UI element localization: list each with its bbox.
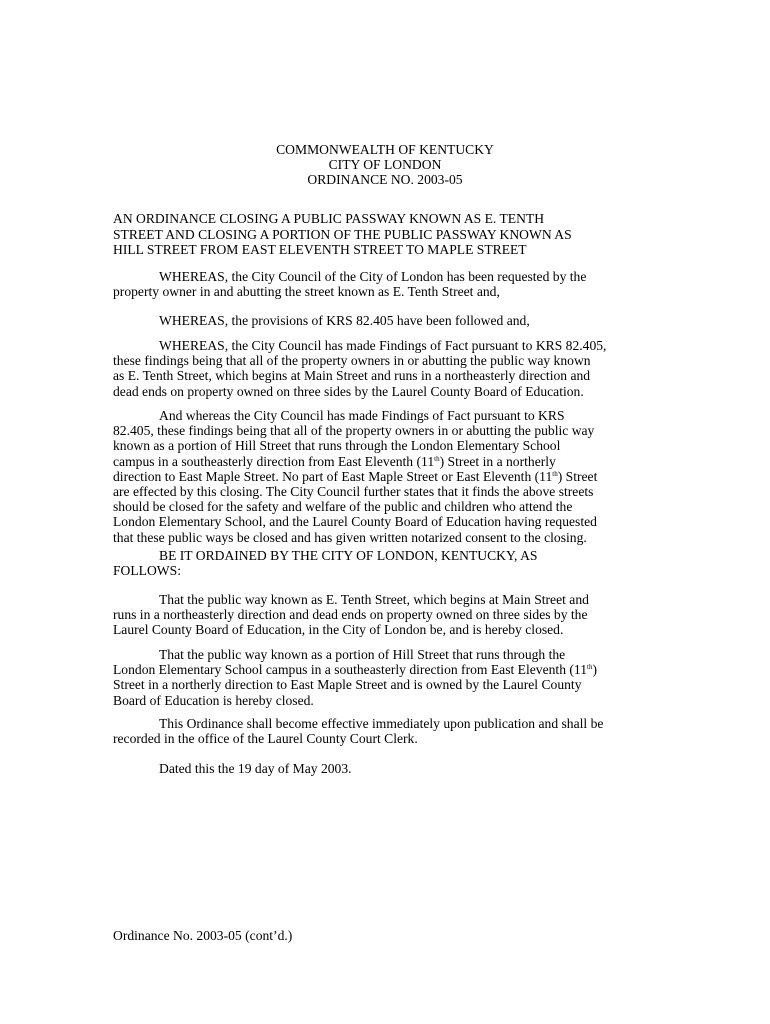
paragraph-line: these findings being that all of the property owners in or abutting the public way known [113, 353, 591, 369]
paragraph-line: This Ordinance shall become effective immediately upon publication and shall be [159, 716, 604, 731]
paragraph-line: Dated this the 19 day of May 2003. [159, 761, 352, 776]
effective-paragraph [113, 716, 661, 746]
line-text: ) Street [557, 468, 598, 484]
title-line: HILL STREET FROM EAST ELEVENTH STREET TO MAPLE STREET [113, 242, 527, 258]
ordinal-suffix: th [434, 454, 440, 463]
paragraph-line: WHEREAS, the provisions of KRS 82.405 have been followed and, [159, 313, 530, 328]
paragraph-line: should be closed for the safety and welfare of the public and children who attend the [113, 499, 573, 515]
dated-paragraph [113, 761, 661, 776]
paragraph-line: known as a portion of Hill Street that runs through the London Elementary School [113, 438, 561, 454]
whereas-paragraph-2 [113, 313, 661, 328]
ordinal-suffix: th [552, 469, 558, 478]
line-text: direction to East Maple Street. No part of East Maple Street or East Eleventh (11 [113, 468, 553, 484]
paragraph-line: London Elementary School, and the Laurel County Board of Education having requested [113, 514, 597, 530]
paragraph-line: That the public way known as E. Tenth Street, which begins at Main Street and [159, 592, 589, 607]
whereas-paragraph-3 [113, 338, 661, 399]
paragraph-line: WHEREAS, the City Council of the City of London has been requested by the [159, 269, 587, 284]
document-header [0, 142, 770, 188]
header-city: CITY OF LONDON [328, 157, 442, 173]
paragraph-line [113, 469, 661, 484]
line-text: campus in a southeasterly direction from East Eleventh (11 [113, 453, 435, 469]
section-paragraph-2 [113, 647, 661, 708]
paragraph-line: runs in a northeasterly direction and dead ends on property owned on three sides by the [113, 607, 588, 623]
paragraph-line [113, 662, 661, 677]
ordained-paragraph [113, 548, 661, 578]
paragraph-line: property owner in and abutting the street known as E. Tenth Street and, [113, 284, 500, 300]
paragraph-line [113, 454, 661, 469]
whereas-paragraph-4 [113, 408, 661, 545]
paragraph-line: FOLLOWS: [113, 563, 181, 579]
ordinance-title [113, 211, 661, 258]
footer-text: Ordinance No. 2003-05 (cont’d.) [113, 928, 293, 943]
header-commonwealth: COMMONWEALTH OF KENTUCKY [276, 142, 494, 157]
paragraph-line: as E. Tenth Street, which begins at Main Street and runs in a northeasterly direction and [113, 368, 591, 384]
title-line: AN ORDINANCE CLOSING A PUBLIC PASSWAY KNOWN AS E. TENTH [113, 211, 545, 226]
paragraph-line: Board of Education is hereby closed. [113, 692, 314, 708]
line-text: ) [592, 662, 597, 678]
paragraph-line: WHEREAS, the City Council has made Findings of Fact pursuant to KRS 82.405, [159, 338, 607, 353]
ordinal-suffix: th [587, 663, 593, 672]
paragraph-line: 82.405, these findings being that all of the property owners in or abutting the public way [113, 423, 595, 439]
header-ordinance-number: ORDINANCE NO. 2003-05 [307, 172, 463, 188]
whereas-paragraph-1 [113, 269, 661, 299]
paragraph-line: recorded in the office of the Laurel County Court Clerk. [113, 731, 418, 747]
section-paragraph-1 [113, 592, 661, 638]
paragraph-line: are effected by this closing. The City Council further states that it finds the above streets [113, 484, 594, 500]
paragraph-line: that these public ways be closed and has given written notarized consent to the closing. [113, 529, 587, 545]
line-text: London Elementary School campus in a southeasterly direction from East Eleventh (11 [113, 662, 588, 678]
paragraph-line: dead ends on property owned on three sides by the Laurel County Board of Education. [113, 383, 584, 399]
paragraph-line: Laurel County Board of Education, in the City of London be, and is hereby closed. [113, 622, 564, 638]
line-text: ) Street in a northerly [439, 453, 556, 469]
paragraph-line: And whereas the City Council has made Findings of Fact pursuant to KRS [159, 408, 565, 423]
paragraph-line: Street in a northerly direction to East Maple Street and is owned by the Laurel County [113, 677, 582, 693]
title-line: STREET AND CLOSING A PORTION OF THE PUBLIC PASSWAY KNOWN AS [113, 226, 572, 242]
continuation-footer [113, 928, 661, 943]
paragraph-line: That the public way known as a portion of Hill Street that runs through the [159, 647, 566, 662]
paragraph-line: BE IT ORDAINED BY THE CITY OF LONDON, KENTUCKY, AS [159, 548, 538, 563]
